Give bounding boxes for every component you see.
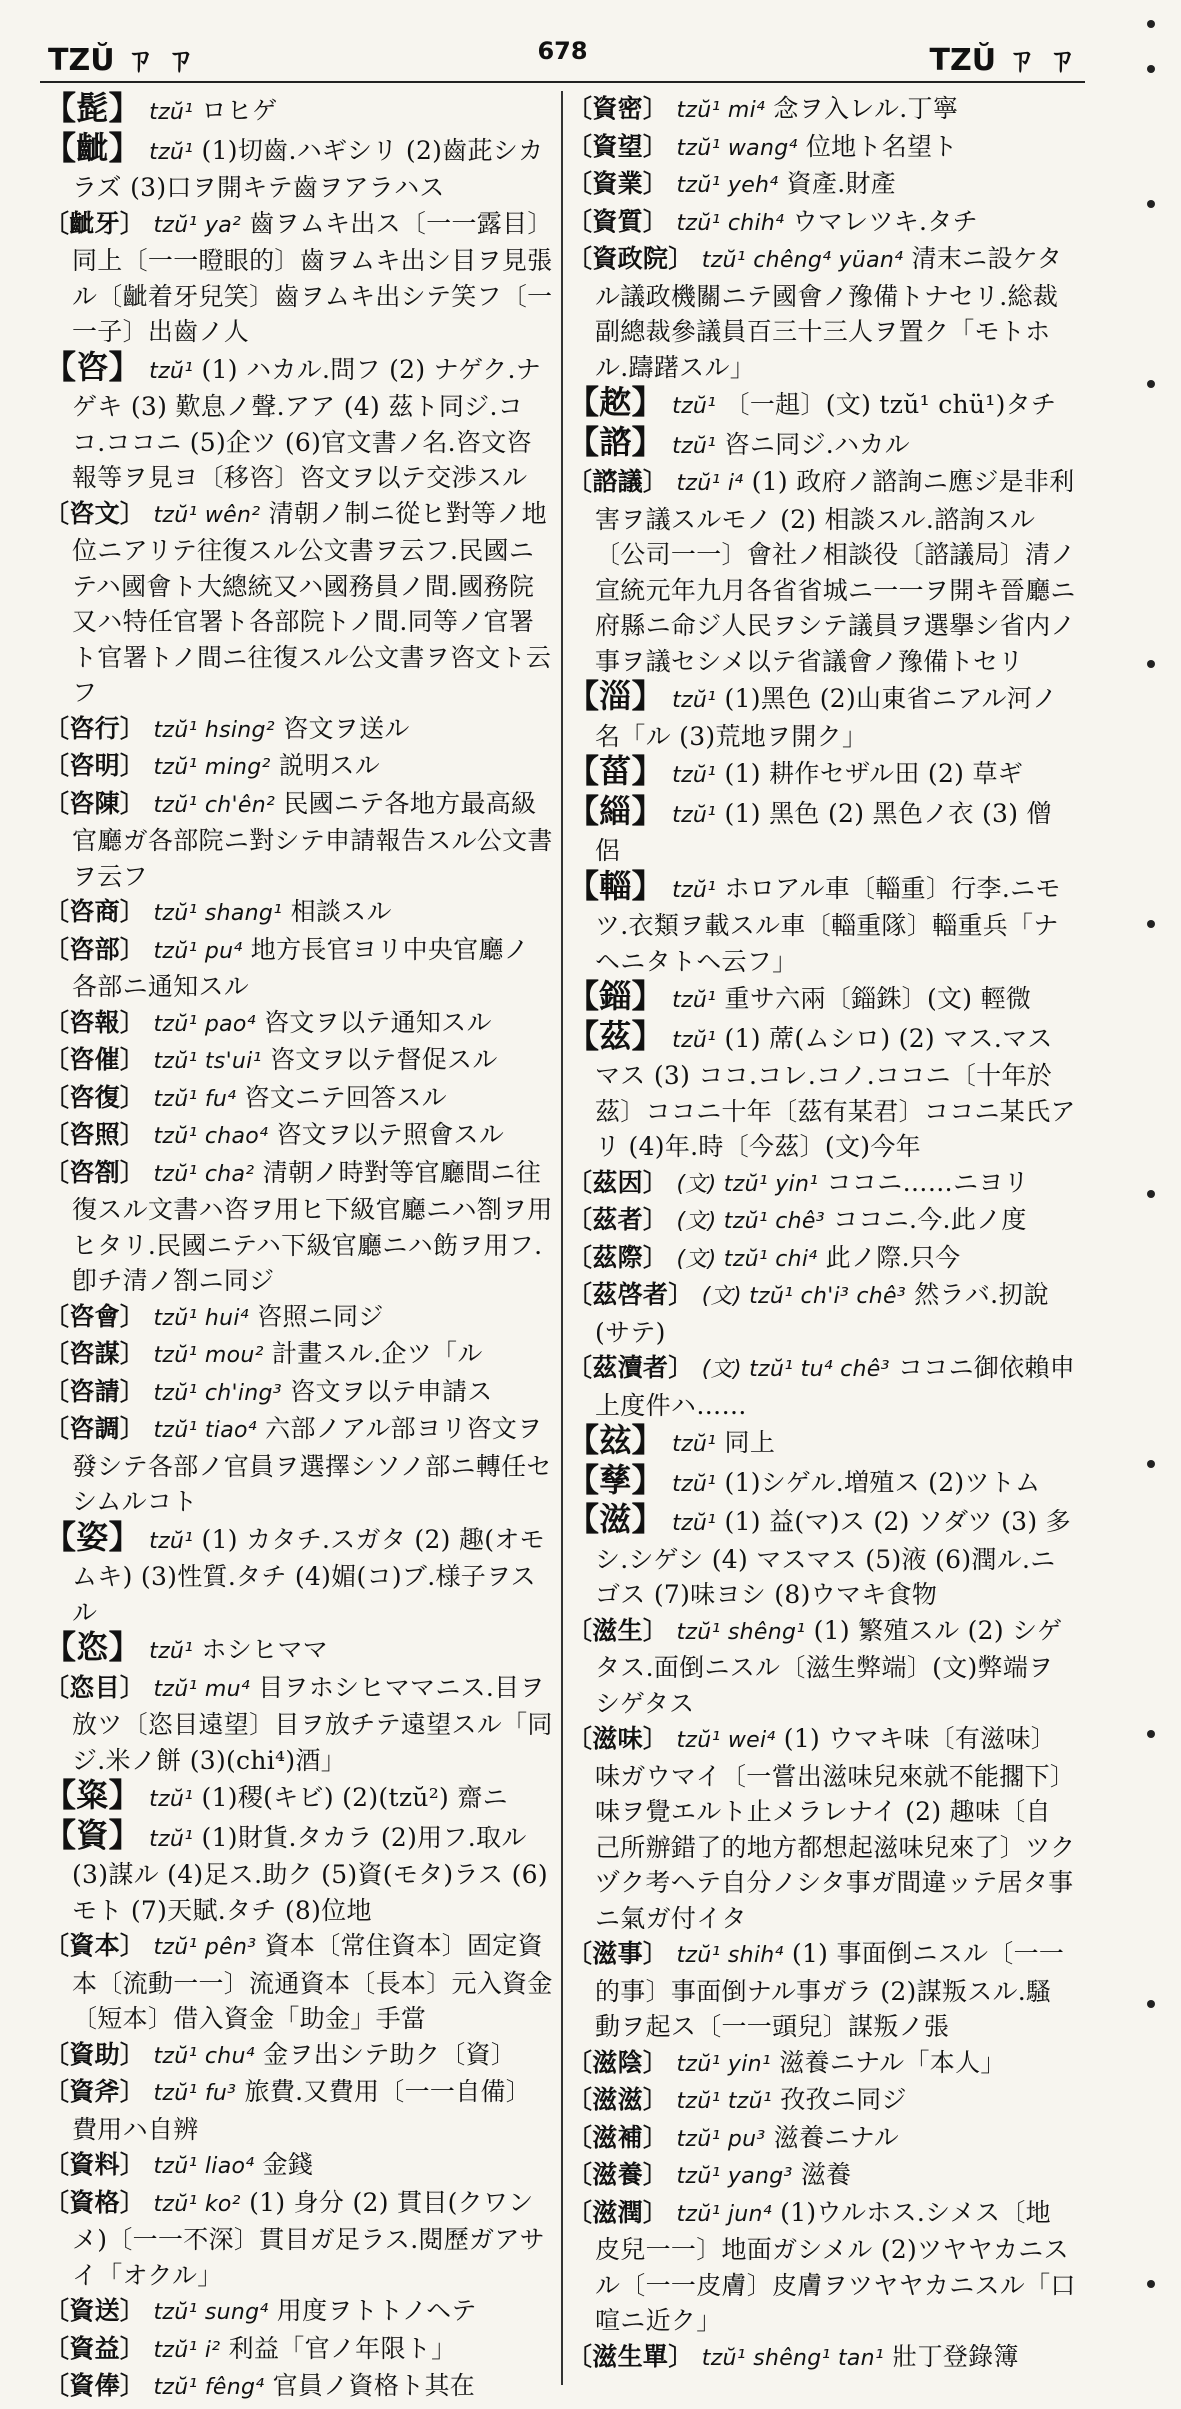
entry-headword: 〔咨會〕 [44,1301,146,1331]
entry-headword: 〔資密〕 [567,94,669,123]
margin-dot [1147,2000,1155,2008]
dictionary-entry [567,204,1076,242]
entry-definition: 民國ニテ各地方最高級官廳ガ各部院ニ對シテ申請報告スル公文書ヲ云フ [72,788,553,891]
entry-definition: (1)切齒.ハギシリ (2)齒茈シカラズ (3)口ヲ開キテ齒ヲアラハス [72,135,544,202]
entry-definition: 滋養ニナル「本人」 [779,2047,1006,2077]
entry-romanization: tzŭ¹ pao⁴ [153,1011,256,1037]
entry-romanization: tzŭ¹ ko² [153,2191,241,2217]
dictionary-entry [567,241,1076,385]
dictionary-entry [44,1778,553,1818]
entry-headword: 〔咨請〕 [44,1376,146,1406]
entry-definition: (1) 黑色 (2) 黑色ノ衣 (3) 僧侶 [595,798,1052,865]
entry-definition: 此ノ際.只今 [825,1242,961,1272]
entry-headword: 【齜】 [44,128,141,167]
dictionary-entry [44,1336,553,1374]
entry-romanization: tzŭ¹ ts'ui¹ [153,1049,262,1074]
entry-romanization: tzŭ¹ yin¹ [676,2051,771,2077]
entry-definition: 資產.財產 [786,169,897,198]
entry-romanization: tzŭ¹ chih⁴ [676,210,785,236]
entry-definition: 官員ノ資格ト其在 [272,2371,476,2400]
entry-definition: (1) ハカル.問フ (2) ナゲク.ナゲキ (3) 歎息ノ聲.アア (4) 茲ト同ジ.ココ.ココニ (5)企ツ (6)官文書ノ名.咨文咨報等ヲ見ヨ〔移咨〕咨文ヲ以テ交渉スル [72,354,542,492]
entry-definition: ココニ.今.此ノ度 [833,1205,1027,1234]
page-header [40,25,1085,83]
entry-romanization: tzŭ¹ yang³ [676,2164,793,2189]
entry-headword: 〔咨復〕 [44,1082,146,1112]
entry-romanization: tzŭ¹ pên³ [153,1935,257,1960]
entry-definition: 清朝ノ制ニ從ヒ對等ノ地位ニアリテ往復スル公文書ヲ云フ.民國ニテハ國會ト大總統又ハ國務員ノ間.國務院又ハ特任官署ト各部院トノ間.同等ノ官署ト官署トノ間ニ往復スル公文書ヲ咨文ト云フ [72,498,552,707]
entry-definition: (1)シゲル.増殖ス (2)ツトム [724,1467,1041,1497]
margin-dot [1147,380,1155,388]
entry-romanization: tzŭ¹ hsing² [153,717,275,743]
dictionary-entry [567,866,1076,980]
entry-definition: 計畫スル.企ツ「ル [272,1339,483,1368]
dictionary-entry [567,2120,1076,2158]
dictionary-entry [567,129,1076,167]
entry-romanization: tzŭ¹ pu⁴ [153,938,243,964]
entry-definition: 清末ニ設ケタル議政機關ニテ國會ノ豫備トナセリ.総裁副總裁參議員百三十三人ヲ置ク「モトホル.躊躇スル」 [595,244,1063,382]
dictionary-entry [567,791,1076,869]
entry-headword: 【諮】 [567,422,664,461]
entry-romanization: (文) tzŭ¹ tu⁴ chê³ [701,1357,890,1382]
entry-headword: 【咨】 [44,347,141,386]
dictionary-entry [567,1277,1076,1350]
entry-definition: 然ラバ.扨說(サテ) [595,1280,1049,1347]
running-head-right: TZŬ ㄗ ㄗ [929,43,1077,78]
entry-definition: (1)財貨.タカラ (2)用フ.取ル (3)謀ル (4)足ス.助ク (5)資(モタ)ラス (6)モト (7)天賦.タチ (8)位地 [72,1822,548,1925]
entry-headword: 【滋】 [567,1500,664,1538]
dictionary-entry [567,1936,1076,2045]
entry-romanization: tzŭ¹ [149,139,194,165]
margin-dot [1147,1460,1155,1468]
dictionary-page [40,25,1085,2400]
entry-romanization: tzŭ¹ [672,763,717,788]
entry-definition: 清朝ノ時對等官廳間ニ往復スル文書ハ咨ヲ用ヒ下級官廳ニハ劄ヲ用ヒタリ.民國ニテハ下級官廳ニハ飭ヲ用フ.卽チ清ノ劄ニ同ジ [72,1157,553,1295]
dictionary-entry [44,1815,553,1929]
entry-romanization: tzŭ¹ ya² [153,212,242,238]
entry-definition: (1) 政府ノ諮詢ニ應ジ是非利害ヲ議スルモノ (2) 相談スル.諮詢スル〔公司一一〕會社ノ相談役〔諮議局〕清ノ宣統元年九月各省省城ニ一一ヲ開キ晉廳ニ府縣ニ命ジ人民ヲシテ議員ヲ選擧シ省内ノ事ヲ議セシメ以テ省議會ノ豫備トセリ [595,467,1076,676]
entry-headword: 【資】 [44,1815,141,1854]
dictionary-entry [44,1080,553,1118]
entry-headword: 〔茲者〕 [567,1205,669,1234]
entry-headword: 【恣】 [44,1628,141,1666]
dictionary-entry [567,1240,1076,1278]
dictionary-entry [44,711,553,749]
dictionary-entry [44,2147,553,2185]
margin-dot [1147,2280,1155,2288]
entry-headword: 〔齜牙〕 [44,208,146,238]
entry-headword: 〔資業〕 [567,169,669,198]
entry-romanization: tzŭ¹ i² [153,2337,221,2363]
dictionary-entry [44,1517,553,1631]
entry-romanization: tzŭ¹ cha² [153,1161,255,1187]
entry-romanization: tzŭ¹ shang¹ [153,901,283,926]
entry-definition: 咨文ニテ回答スル [244,1082,447,1112]
entry-romanization: (文) tzŭ¹ yin¹ [676,1171,819,1197]
dictionary-entry [44,1411,553,1520]
entry-romanization: tzŭ¹ chêng⁴ yüan⁴ [701,248,904,273]
dictionary-entry [567,1165,1076,1203]
dictionary-entry [567,1423,1076,1463]
entry-romanization: tzŭ¹ fu³ [153,2081,237,2106]
left-column [40,89,561,2400]
entry-headword: 〔滋生〕 [567,1615,669,1645]
entry-romanization: (文) tzŭ¹ chi⁴ [676,1246,818,1272]
entry-headword: 〔資俸〕 [44,2371,146,2400]
entry-headword: 〔咨陳〕 [44,788,146,818]
entry-romanization: tzŭ¹ [672,988,717,1013]
dictionary-entry [567,2045,1076,2083]
entry-headword: 〔資斧〕 [44,2077,146,2106]
page-number: 678 [537,37,588,65]
entry-romanization: tzŭ¹ [149,1639,194,1664]
running-head-left: TZŬ ㄗ ㄗ [48,43,196,78]
entry-headword: 〔滋滋〕 [567,2085,669,2114]
entry-definition: (1) 益(マ)ス (2) ソダツ (3) 多シ.シゲシ (4) マスマス (5)液 (6)潤ル.ニゴス (7)味ヨシ (8)ウマキ食物 [595,1507,1071,1609]
entry-headword: 〔茲際〕 [567,1242,669,1272]
entry-definition: 咨文ヲ以テ督促スル [269,1045,498,1074]
dictionary-entry [567,1613,1076,1722]
entry-definition: (1) 蓆(ムシロ) (2) マス.マスマス (3) ココ.コレ.コノ.ココニ〔十年於茲〕ココニ十年〔茲有某君〕ココニ某氏アリ (4)年.時〔今茲〕(文)今年 [595,1023,1076,1161]
entry-romanization: tzŭ¹ ming² [153,755,271,780]
dictionary-entry [567,166,1076,204]
entry-romanization: tzŭ¹ shêng¹ [676,1619,806,1645]
margin-dot [1147,660,1155,668]
entry-headword: 〔茲瀆者〕 [567,1353,694,1382]
dictionary-entry [44,748,553,786]
entry-romanization: tzŭ¹ shêng¹ tan¹ [701,2345,885,2371]
entry-romanization: tzŭ¹ ch'ing³ [153,1380,282,1406]
entry-definition: (1) 身分 (2) 貫目(クワンメ)〔一一不深〕貫目ガ足ラス.閱歷ガアサイ「オクル」 [72,2187,545,2290]
entry-romanization: tzŭ¹ jun⁴ [676,2201,772,2227]
entry-definition: (1) 事面倒ニスル〔一一的事〕事面倒ナル事ガラ (2)謀叛スル.騷動ヲ起ス〔一一頭兒〕謀叛ノ張 [595,1939,1065,2041]
dictionary-entry [44,1928,553,2037]
entry-headword: 〔茲啓者〕 [567,1280,694,1309]
entry-headword: 【姿】 [44,1517,141,1556]
entry-romanization: tzŭ¹ [672,1432,717,1457]
entry-definition: 目ヲホシヒママニス.目ヲ放ツ〔恣目遠望〕目ヲ放チテ遠望スル「同ジ.米ノ餅 (3)(chi⁴)酒」 [72,1672,553,1775]
entry-definition: 咨文ヲ以テ通知スル [264,1007,492,1037]
entry-romanization: tzŭ¹ shih⁴ [676,1943,784,1968]
entry-headword: 〔咨部〕 [44,934,146,964]
entry-headword: 【髭】 [44,89,141,127]
entry-romanization: tzŭ¹ mi⁴ [676,98,766,123]
entry-definition: 資本〔常住資本〕固定資本〔流動一一〕流通資本〔長本〕元入資金〔短本〕借入資金「助金」手當 [72,1931,553,2033]
entry-romanization: tzŭ¹ wên² [153,502,261,528]
entry-definition: 咨文ヲ送ル [283,713,410,743]
entry-definition: 齒ヲムキ出ス〔一一露目〕同上〔一一瞪眼的〕齒ヲムキ出シ目ヲ見張ル〔齜着牙兒笑〕齒ヲムキ出シテ笑フ〔一一子〕出齒ノ人 [72,208,553,346]
entry-headword: 〔資望〕 [567,131,669,161]
entry-definition: 六部ノアル部ヨリ咨文ヲ發シテ各部ノ官員ヲ選擇シソノ部ニ轉任セシムルコト [72,1414,552,1516]
entry-definition: (1) カタチ.スガタ (2) 趣(オモムキ) (3)性質.タチ (4)媚(コ)ブ.様子ヲスル [72,1524,545,1627]
dictionary-entry [567,464,1076,679]
entry-headword: 〔資本〕 [44,1931,146,1960]
entry-definition: (1)黑色 (2)山東省ニアル河ノ名「ル (3)荒地ヲ開ク」 [595,684,1058,751]
dictionary-entry [44,1299,553,1337]
entry-headword: 〔滋補〕 [567,2122,669,2152]
entry-headword: 【錙】 [567,977,664,1015]
entry-romanization: tzŭ¹ [149,1787,194,1812]
entry-headword: 〔咨商〕 [44,897,146,926]
dictionary-entry [44,91,553,131]
dictionary-entry [44,1117,553,1155]
entry-headword: 〔咨謀〕 [44,1339,146,1368]
entry-definition: (1)稷(キビ) (2)(tzŭ²) 齋ニ [201,1783,508,1812]
two-column-body [40,89,1085,2400]
entry-headword: 〔資政院〕 [567,244,694,273]
entry-headword: 〔茲因〕 [567,1167,669,1197]
entry-romanization: tzŭ¹ [672,688,717,713]
dictionary-entry [44,1374,553,1412]
entry-romanization: tzŭ¹ wang⁴ [676,135,798,161]
dictionary-entry [567,1460,1076,1503]
entry-romanization: tzŭ¹ liao⁴ [153,2154,255,2179]
entry-headword: 〔資格〕 [44,2187,146,2217]
entry-definition: 金ヲ出シテ助ク〔資〕 [263,2039,517,2069]
entry-headword: 〔滋陰〕 [567,2047,669,2077]
dictionary-entry [44,2074,553,2147]
entry-definition: ウマレツキ.タチ [792,206,978,236]
entry-romanization: tzŭ¹ [149,358,194,384]
entry-romanization: tzŭ¹ [672,1027,717,1053]
dictionary-entry [44,786,553,895]
entry-definition: 重サ六兩〔錙銖〕(文) 輕微 [724,984,1032,1013]
entry-definition: 滋養ニナル [773,2122,900,2152]
dictionary-entry [44,1630,553,1670]
entry-headword: 【趑】 [567,383,664,421]
entry-romanization: tzŭ¹ chu⁴ [153,2043,255,2069]
entry-romanization: tzŭ¹ [672,802,717,828]
margin-dot [1147,20,1155,28]
entry-romanization: tzŭ¹ ch'ên² [153,792,276,818]
entry-definition: 位地ト名望ト [805,131,958,161]
entry-headword: 【緇】 [567,791,664,830]
dictionary-entry [44,1042,553,1080]
entry-headword: 【輜】 [567,866,664,905]
entry-headword: 〔資料〕 [44,2150,146,2179]
entry-headword: 〔滋事〕 [567,1939,669,1968]
entry-headword: 〔資質〕 [567,206,669,236]
entry-headword: 〔諮議〕 [567,467,669,496]
entry-romanization: tzŭ¹ pu³ [676,2126,766,2152]
dictionary-entry [567,1502,1076,1613]
entry-definition: 念ヲ入レル.丁寧 [773,94,959,123]
entry-headword: 〔恣目〕 [44,1672,146,1702]
entry-headword: 〔資送〕 [44,2296,146,2325]
dictionary-entry [567,1016,1076,1165]
entry-romanization: tzŭ¹ [672,433,717,459]
margin-dot [1147,920,1155,928]
dictionary-entry [44,2037,553,2075]
entry-headword: 〔咨催〕 [44,1045,146,1074]
entry-definition: ココニ……ニヨリ [826,1167,1029,1197]
entry-headword: 〔咨明〕 [44,751,146,780]
entry-headword: 〔滋潤〕 [567,2197,669,2227]
entry-definition: (1) 耕作セザル田 (2) 草ギ [724,759,1024,788]
entry-headword: 〔咨劄〕 [44,1157,146,1187]
dictionary-entry [44,2368,553,2406]
entry-romanization: tzŭ¹ [149,1826,194,1852]
entry-definition: 咨文ヲ以テ照會スル [276,1120,505,1149]
entry-definition: 咨ニ同ジ.ハカル [724,429,910,459]
entry-headword: 【孳】 [567,1460,664,1499]
margin-dot [1147,200,1155,208]
dictionary-entry [44,2293,553,2331]
margin-dot [1147,1190,1155,1198]
entry-romanization: tzŭ¹ hui⁴ [153,1305,249,1331]
entry-romanization: tzŭ¹ fu⁴ [153,1086,237,1112]
entry-definition: 相談スル [290,897,392,926]
entry-romanization: tzŭ¹ mou² [153,1343,264,1368]
entry-headword: 〔咨行〕 [44,713,146,743]
entry-headword: 【玆】 [567,1421,664,1459]
entry-definition: ホロアル車〔輜重〕行李.ニモツ.衣類ヲ載スル車〔輜重隊〕輜重兵「ナヘニタトヘ云フ」 [595,873,1061,976]
entry-headword: 【茲】 [567,1016,664,1055]
entry-romanization: tzŭ¹ tiao⁴ [153,1418,257,1443]
entry-definition: 孜孜ニ同ジ [780,2085,907,2114]
entry-definition: 金錢 [262,2150,314,2179]
margin-marks [1133,20,1163,2380]
entry-headword: 〔滋生單〕 [567,2341,694,2371]
dictionary-entry [44,1155,553,1299]
margin-dot [1147,1730,1155,1738]
entry-romanization: tzŭ¹ tzŭ¹ [676,2089,773,2114]
entry-romanization: tzŭ¹ [672,1471,717,1497]
entry-definition: (1) 繁殖スル (2) シゲタス.面倒ニスル〔滋生弊端〕(文)弊端ヲシゲタス [595,1615,1063,1718]
dictionary-entry [567,1202,1076,1240]
entry-headword: 〔資益〕 [44,2333,146,2363]
entry-definition: 咨照ニ同ジ [257,1301,384,1331]
entry-romanization: tzŭ¹ [672,1511,717,1536]
entry-romanization: tzŭ¹ i⁴ [676,471,744,496]
entry-definition: 利益「官ノ年限ト」 [228,2333,457,2363]
dictionary-entry [44,128,553,206]
dictionary-entry [44,2185,553,2294]
dictionary-entry [44,894,553,932]
entry-romanization: tzŭ¹ fêng⁴ [153,2375,265,2400]
dictionary-entry [44,347,553,496]
dictionary-entry [567,754,1076,794]
entry-romanization: (文) tzŭ¹ ch'i³ chê³ [701,1284,906,1309]
dictionary-entry [567,2339,1076,2377]
entry-definition: ホシヒママ [201,1635,329,1664]
entry-romanization: tzŭ¹ wei⁴ [676,1728,776,1753]
dictionary-entry [567,1721,1076,1936]
dictionary-entry [567,91,1076,129]
entry-romanization: tzŭ¹ [149,1528,194,1554]
right-column [563,91,1084,2385]
dictionary-entry [44,1005,553,1043]
entry-romanization: tzŭ¹ [672,394,717,419]
entry-definition: 説明スル [278,751,381,780]
dictionary-entry [44,2331,553,2369]
entry-definition: (1) ウマキ味〔有滋味〕味ガウマイ〔一嘗出滋味兒來就不能擱下〕味ヲ覺エルト止メラレナイ (2) 趣味〔自己所辦錯了的地方都想起滋味兒來了〕ツクヅク考ヘテ自分ノシタ事ガ間違ッテ居タ事ニ氣ガ付イタ [595,1724,1076,1933]
dictionary-entry [567,2157,1076,2195]
entry-definition: ロヒゲ [201,96,278,125]
entry-definition: 壯丁登錄簿 [892,2341,1019,2371]
entry-romanization: tzŭ¹ [672,877,717,903]
entry-romanization: tzŭ¹ [149,100,194,125]
entry-headword: 〔滋味〕 [567,1724,669,1753]
entry-romanization: tzŭ¹ yeh⁴ [676,173,779,198]
entry-definition: 用度ヲトトノヘテ [276,2296,477,2325]
entry-headword: 〔咨照〕 [44,1120,146,1149]
entry-definition: 〔一趄〕(文) tzŭ¹ chü¹)タチ [724,390,1057,419]
dictionary-entry [567,979,1076,1019]
entry-definition: 地方長官ヨリ中央官廳ノ各部ニ通知スル [72,934,530,1001]
entry-headword: 【淄】 [567,677,664,715]
dictionary-entry [44,496,553,711]
dictionary-entry [44,1670,553,1779]
entry-romanization: (文) tzŭ¹ chê³ [676,1209,825,1234]
entry-definition: ココニ御依賴申上度件ハ…… [595,1353,1076,1420]
entry-headword: 【粢】 [44,1776,141,1814]
dictionary-entry [44,932,553,1005]
entry-headword: 〔咨調〕 [44,1414,146,1443]
dictionary-entry [567,2195,1076,2339]
entry-definition: (1)ウルホス.シメス〔地皮兒一一〕地面ガシメル (2)ツヤヤカニスル〔一一皮膚〕皮膚ヲツヤヤカニスル「口喧ニ近ク」 [595,2197,1076,2335]
margin-dot [1147,65,1155,73]
entry-definition: 同上 [724,1428,776,1457]
entry-headword: 〔咨報〕 [44,1007,146,1037]
entry-romanization: tzŭ¹ mu⁴ [153,1676,250,1702]
entry-romanization: tzŭ¹ chao⁴ [153,1124,269,1149]
dictionary-entry [567,1350,1076,1423]
entry-definition: 咨文ヲ以テ申請ス [290,1376,493,1406]
entry-definition: 滋養 [800,2160,852,2189]
dictionary-entry [567,2082,1076,2120]
entry-headword: 〔咨文〕 [44,498,146,528]
entry-definition: 旅費.又費用〔一一自備〕費用ハ自辨 [72,2077,532,2144]
dictionary-entry [567,385,1076,425]
dictionary-entry [567,679,1076,754]
dictionary-entry [44,206,553,350]
entry-headword: 〔滋養〕 [567,2160,669,2189]
entry-headword: 【菑】 [567,752,664,790]
dictionary-entry [567,422,1076,465]
entry-romanization: tzŭ¹ sung⁴ [153,2300,269,2325]
entry-headword: 〔資助〕 [44,2039,146,2069]
